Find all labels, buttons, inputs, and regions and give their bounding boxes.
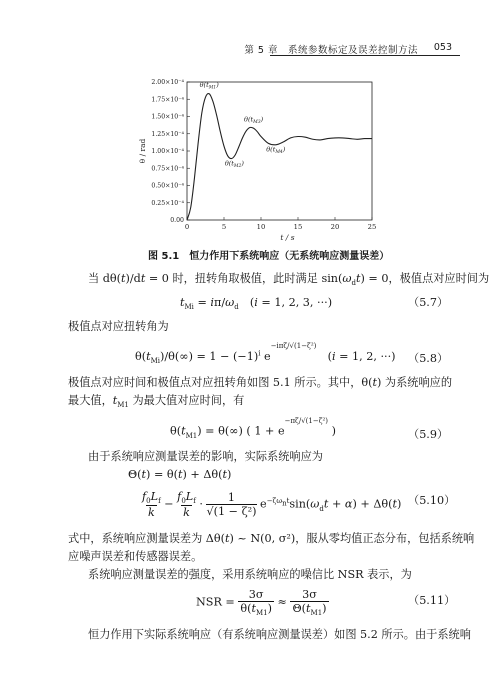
x-tick-label: 15 xyxy=(293,223,303,231)
eq-number-5-7: （5.7） xyxy=(408,296,449,309)
equation-5-10a: Θ(t) = θ(t) + Δθ(t) xyxy=(128,468,232,481)
equation-5-9: $\theta(t_{M1}) = \theta(\infty)$ ( $1 + e^{-\pi\zeta/√(1-\zeta^2)}$ ) xyxy=(170,417,336,440)
extremum-label: $\theta(t_{M1})$ xyxy=(199,80,219,91)
x-tick-label: 5 xyxy=(221,223,227,231)
text-line-8: 系统响应测量误差的强度，采用系统响应的噪信比 NSR 表示，为 xyxy=(88,568,412,581)
running-header xyxy=(0,40,460,56)
x-tick-label: 10 xyxy=(256,223,266,231)
text-line-4: 最大值，$t_{M1}$ 为最大值对应时间，有 xyxy=(68,394,245,410)
text-line-6: 式中，系统响应测量误差为 Δθ(t) ~ N(0, σ²)，服从零均值正态分布，包括系统响 xyxy=(68,532,475,545)
response-curve xyxy=(187,94,372,220)
text-line-9: 恒力作用下实际系统响应（有系统响应测量误差）如图 5.2 所示。由于系统响 xyxy=(88,628,471,641)
equation-5-7: $t_{Mi} = i\pi/\omega_d$ (i = 1, 2, 3, ···) xyxy=(180,296,333,312)
extremum-label: $\theta(t_{M2})$ xyxy=(224,159,244,169)
extremum-label: $\theta(t_{M3})$ xyxy=(244,115,264,125)
eq-number-5-9: （5.9） xyxy=(408,428,449,441)
eq-number-5-10: （5.10） xyxy=(408,494,456,507)
eq-number-5-11: （5.11） xyxy=(408,594,456,607)
eq-number-5-8: （5.8） xyxy=(408,352,449,365)
x-tick-label: 20 xyxy=(330,223,340,231)
x-tick-label: 0 xyxy=(184,223,190,231)
chapter-title: 第 5 章 系统参数标定及误差控制方法 xyxy=(244,45,418,56)
y-axis-label: θ / rad xyxy=(138,138,147,164)
y-tick-label: 1.50×10⁻⁴ xyxy=(151,113,184,121)
equation-5-8: $\theta(t_{Mi})/\theta(\infty) = 1 - (-1)^i$ $e^{-i\pi\zeta/√(1-\zeta^2)}$ (i = 1, 2, ···) xyxy=(135,342,396,366)
y-tick-label: 0.75×10⁻⁴ xyxy=(151,165,184,173)
y-tick-label: 1.75×10⁻⁴ xyxy=(151,96,184,104)
y-tick-label: 0.00 xyxy=(170,217,184,224)
response-chart xyxy=(135,72,385,250)
figure-caption: 图 5.1 恒力作用下系统响应（无系统响应测量误差） xyxy=(148,251,390,262)
text-line-2: 极值点对应扭转角为 xyxy=(68,320,169,333)
y-tick-label: 0.50×10⁻⁴ xyxy=(151,182,184,190)
header-rule xyxy=(270,55,460,56)
text-line-3: 极值点对应时间和极值点对应扭转角如图 5.1 所示。其中，θ(t) 为系统响应的 xyxy=(68,376,453,389)
y-tick-label: 0.25×10⁻⁴ xyxy=(151,199,184,207)
x-tick-label: 25 xyxy=(367,223,377,231)
x-axis-label: t / s xyxy=(280,233,295,242)
equation-5-11: NSR = 3σ $\theta(t_{M1}) \approx 3\sigma$ $\Theta(t_{M1})$ xyxy=(196,588,327,618)
text-line-1: 当 dθ(t)/dt = 0 时，扭转角取极值，此时满足 $\sin(\omega_dt) = 0$，极值点对应时间为 xyxy=(88,272,490,288)
y-tick-label: 1.25×10⁻⁴ xyxy=(151,130,184,138)
text-line-5: 由于系统响应测量误差的影响，实际系统响应为 xyxy=(88,450,323,463)
extremum-label: $\theta(t_{M4})$ xyxy=(266,145,286,156)
text-line-7: 应噪声误差和传感器误差。 xyxy=(68,550,203,563)
y-tick-label: 2.00×10⁻⁴ xyxy=(151,79,184,86)
y-tick-label: 1.00×10⁻⁴ xyxy=(151,148,184,155)
equation-5-10b: $f_0L_f$ $k - f_0L_f$ k · 1 √(1 − ζ²) $e^{-\zeta\omega_nt}\sin(\omega_dt + \alpha) + \Delta\theta(t)$ xyxy=(142,490,402,520)
page-number: 053 xyxy=(433,42,452,53)
